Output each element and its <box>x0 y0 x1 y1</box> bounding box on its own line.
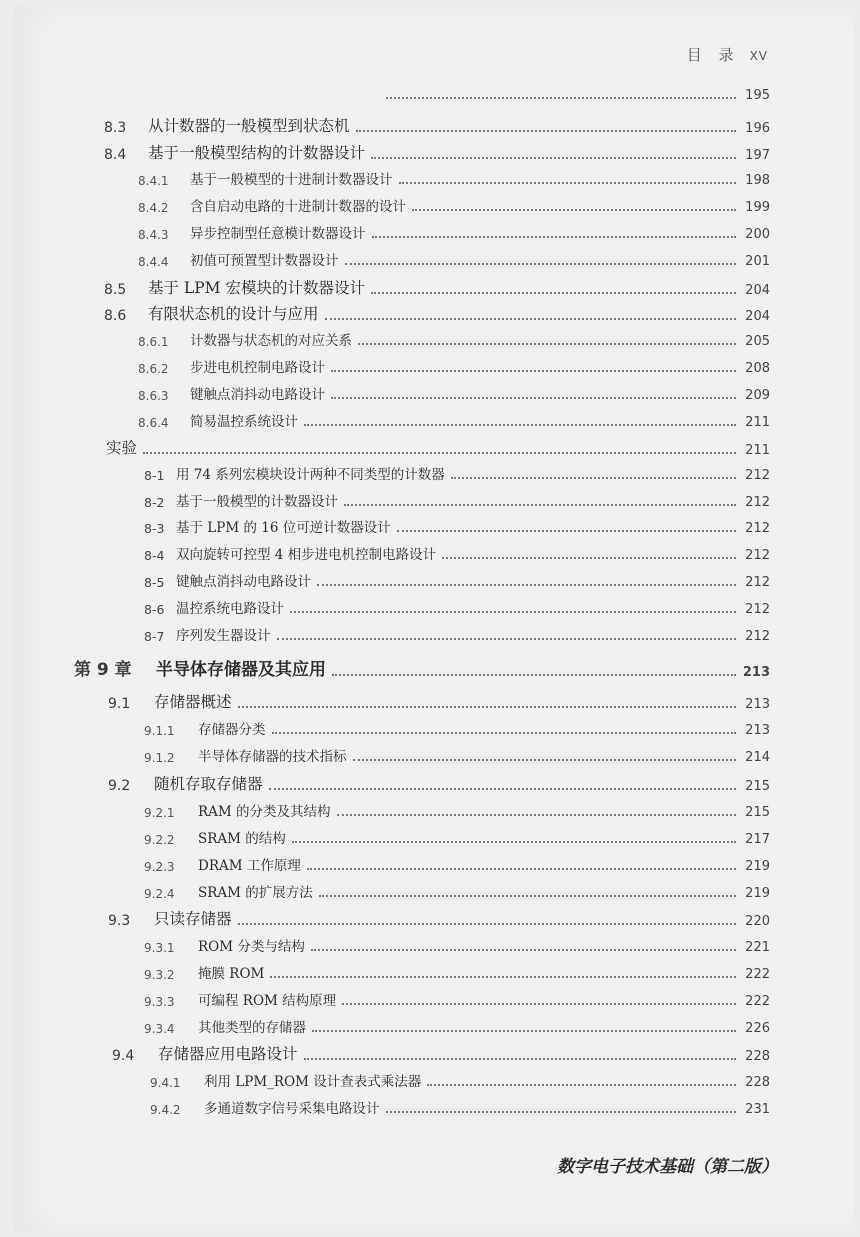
dot-leader <box>331 397 736 399</box>
dot-leader <box>269 788 736 790</box>
entry-title: 初值可预置型计数器设计 <box>190 253 339 269</box>
page-number: 200 <box>745 227 770 242</box>
toc-entry <box>108 690 770 712</box>
toc-entry <box>144 935 770 955</box>
dot-leader <box>399 182 737 184</box>
toc-entry <box>112 1042 770 1064</box>
entry-number: 8-1 <box>144 468 165 483</box>
toc-entry <box>138 222 770 242</box>
entry-number: 9.4 <box>112 1048 135 1064</box>
entry-title: 随机存取存储器 <box>154 775 263 793</box>
page-number: 205 <box>745 334 770 349</box>
entry-number: 9.1.1 <box>144 724 175 738</box>
chapter-title: 半导体存储器及其应用 <box>156 660 326 680</box>
entry-title: 含自启动电路的十进制计数器的设计 <box>190 199 406 215</box>
page-number: 208 <box>745 361 770 376</box>
entry-number: 8.4.1 <box>138 174 169 188</box>
toc-entry <box>104 302 770 324</box>
entry-title: 基于 LPM 宏模块的计数器设计 <box>148 279 365 297</box>
dot-leader <box>353 759 737 761</box>
toc-entry <box>138 356 770 376</box>
dot-leader <box>238 923 736 925</box>
entry-number: 8.4 <box>104 147 127 163</box>
entry-title: 存储器应用电路设计 <box>158 1045 298 1063</box>
page-number: 201 <box>745 254 770 269</box>
dot-leader <box>272 732 737 734</box>
entry-number: 9.3 <box>108 913 131 929</box>
page-number: 212 <box>745 548 770 563</box>
toc-entry <box>144 745 770 765</box>
page-number: 220 <box>745 914 770 929</box>
toc-entry <box>144 463 770 483</box>
entry-number: 9.2.1 <box>144 806 175 820</box>
dot-leader <box>372 236 737 238</box>
dot-leader <box>304 424 736 426</box>
entry-number: 8.6.1 <box>138 335 169 349</box>
dot-leader <box>143 452 736 454</box>
entry-number: 9.4.1 <box>150 1076 181 1090</box>
entry-number: 8.5 <box>104 282 127 298</box>
page-number: 211 <box>745 443 770 458</box>
toc-entry <box>108 772 770 794</box>
entry-number: 8.4.2 <box>138 201 169 215</box>
toc-entry <box>138 168 770 188</box>
entry-title: 简易温控系统设计 <box>190 414 298 430</box>
toc-entry <box>144 881 770 901</box>
entry-number: 9.3.4 <box>144 1022 175 1036</box>
entry-title: 基于一般模型结构的计数器设计 <box>148 144 366 162</box>
page-number: 212 <box>745 575 770 590</box>
page-number: 213 <box>745 723 770 738</box>
entry-title: 基于一般模型的计数器设计 <box>176 494 338 510</box>
dot-leader <box>386 1111 737 1113</box>
entry-title: 基于一般模型的十进制计数器设计 <box>190 172 393 188</box>
page-number: 221 <box>745 940 770 955</box>
dot-leader <box>397 530 736 532</box>
toc-entry <box>144 1016 770 1036</box>
dot-leader <box>304 1058 736 1060</box>
entry-number: 9.1 <box>108 696 131 712</box>
entry-title: ROM 分类与结构 <box>198 939 305 955</box>
toc-entry <box>144 962 770 982</box>
page-number: 212 <box>745 468 770 483</box>
entry-title: 掩膜 ROM <box>198 966 265 982</box>
chapter-number: 第 9 章 <box>74 660 132 680</box>
dot-leader <box>277 638 737 640</box>
dot-leader <box>356 130 736 132</box>
toc-entry <box>144 490 770 510</box>
header-section: 目 录 <box>686 46 740 64</box>
entry-title: 计数器与状态机的对应关系 <box>190 333 352 349</box>
page-number: 204 <box>745 283 770 298</box>
dot-leader <box>270 976 736 978</box>
toc-entry <box>144 989 770 1009</box>
page-number: 222 <box>745 994 770 1009</box>
entry-number: 9.3.1 <box>144 941 175 955</box>
entry-title: 存储器分类 <box>198 722 266 738</box>
page-number: 196 <box>745 121 770 136</box>
entry-number: 9.1.2 <box>144 751 175 765</box>
page-number: 195 <box>745 88 770 103</box>
chapter-entry <box>74 655 770 680</box>
entry-title: 存储器概述 <box>154 693 232 711</box>
entry-number: 8.6.4 <box>138 416 169 430</box>
entry-title: 双向旋转可控型 4 相步进电机控制电路设计 <box>176 547 437 563</box>
page-number: 212 <box>745 495 770 510</box>
entry-title: 只读存储器 <box>154 910 232 928</box>
toc-entry <box>104 141 770 163</box>
toc-entry <box>138 249 770 269</box>
dot-leader <box>371 292 736 294</box>
entry-title: 键触点消抖动电路设计 <box>176 574 311 590</box>
page-number: 204 <box>745 309 770 324</box>
toc-entry <box>150 1070 770 1090</box>
toc-entry <box>138 410 770 430</box>
entry-number: 9.3.3 <box>144 995 175 1009</box>
entry-number: 9.2.2 <box>144 833 175 847</box>
entry-number: 8-6 <box>144 602 165 617</box>
dot-leader <box>427 1084 736 1086</box>
dot-leader <box>337 814 736 816</box>
page-number: 209 <box>745 388 770 403</box>
entry-title: DRAM 工作原理 <box>198 858 301 874</box>
toc-entry <box>144 800 770 820</box>
page-number: 219 <box>745 859 770 874</box>
book-title-footer: 数字电子技术基础（第二版） <box>557 1157 778 1177</box>
toc-entry <box>144 827 770 847</box>
toc-entry <box>380 88 770 103</box>
toc-entry <box>138 195 770 215</box>
dot-leader <box>358 343 736 345</box>
dot-leader <box>342 1003 736 1005</box>
page-number: 197 <box>745 148 770 163</box>
page-number: 198 <box>745 173 770 188</box>
entry-number: 8.3 <box>104 120 127 136</box>
page-number: 212 <box>745 602 770 617</box>
toc-entry <box>138 329 770 349</box>
toc-entry <box>150 1097 770 1117</box>
page-number: 228 <box>745 1075 770 1090</box>
dot-leader <box>307 868 736 870</box>
dot-leader <box>312 1030 736 1032</box>
toc-entry <box>144 718 770 738</box>
entry-title: 从计数器的一般模型到状态机 <box>148 117 350 135</box>
entry-title: 半导体存储器的技术指标 <box>198 749 347 765</box>
page-number: 212 <box>745 521 770 536</box>
entry-number: 9.2 <box>108 778 131 794</box>
page-number: 219 <box>745 886 770 901</box>
toc-entry <box>144 597 770 617</box>
entry-number: 8.4.3 <box>138 228 169 242</box>
entry-number: 8-3 <box>144 521 165 536</box>
dot-leader <box>325 318 736 320</box>
entry-title: 用 74 系列宏模块设计两种不同类型的计数器 <box>176 467 445 483</box>
toc-entry <box>138 383 770 403</box>
page-number: 222 <box>745 967 770 982</box>
toc-entry <box>144 624 770 644</box>
dot-leader <box>344 504 736 506</box>
page-number: 215 <box>745 779 770 794</box>
page-number: 214 <box>745 750 770 765</box>
toc-entry <box>144 516 770 536</box>
entry-title: 有限状态机的设计与应用 <box>148 305 319 323</box>
entry-title: 异步控制型任意模计数器设计 <box>190 226 366 242</box>
header-page-number: XV <box>749 49 768 63</box>
toc-entry <box>144 854 770 874</box>
toc-entry <box>104 276 770 298</box>
entry-number: 8-2 <box>144 495 165 510</box>
dot-leader <box>317 584 736 586</box>
page-number: 217 <box>745 832 770 847</box>
dot-leader <box>412 209 736 211</box>
entry-title: 多通道数字信号采集电路设计 <box>204 1101 380 1117</box>
entry-title: 序列发生器设计 <box>176 628 271 644</box>
entry-title: 步进电机控制电路设计 <box>190 360 325 376</box>
entry-title: SRAM 的结构 <box>198 831 286 847</box>
dot-leader <box>319 895 736 897</box>
entry-title: 温控系统电路设计 <box>176 601 284 617</box>
page-number: 212 <box>745 629 770 644</box>
entry-number: 8-4 <box>144 548 165 563</box>
entry-title: SRAM 的扩展方法 <box>198 885 313 901</box>
entry-title: RAM 的分类及其结构 <box>198 804 331 820</box>
entry-number: 8-7 <box>144 629 165 644</box>
toc-entry <box>144 543 770 563</box>
entry-number: 8.4.4 <box>138 255 169 269</box>
toc-entry <box>106 436 770 458</box>
entry-title: 键触点消抖动电路设计 <box>190 387 325 403</box>
dot-leader <box>311 949 736 951</box>
entry-number: 9.4.2 <box>150 1103 181 1117</box>
page-number: 213 <box>742 665 770 680</box>
dot-leader <box>292 841 736 843</box>
entry-title: 实验 <box>106 439 138 457</box>
entry-title: 基于 LPM 的 16 位可逆计数器设计 <box>176 520 391 536</box>
dot-leader <box>332 674 736 676</box>
page-number: 211 <box>745 415 770 430</box>
entry-title: 利用 LPM_ROM 设计查表式乘法器 <box>204 1074 422 1090</box>
page-number: 231 <box>745 1102 770 1117</box>
page-number: 228 <box>745 1049 770 1064</box>
page-number: 215 <box>745 805 770 820</box>
entry-number: 8.6.3 <box>138 389 169 403</box>
dot-leader <box>371 157 736 159</box>
entry-number: 8.6 <box>104 308 127 324</box>
entry-title: 可编程 ROM 结构原理 <box>198 993 337 1009</box>
toc-entry <box>104 114 770 136</box>
dot-leader <box>345 263 737 265</box>
entry-number: 9.2.3 <box>144 860 175 874</box>
dot-leader <box>451 477 736 479</box>
entry-number: 9.3.2 <box>144 968 175 982</box>
dot-leader <box>386 97 736 99</box>
page-number: 199 <box>745 200 770 215</box>
toc-entry <box>108 907 770 929</box>
dot-leader <box>238 706 736 708</box>
toc-entry <box>144 570 770 590</box>
page-number: 226 <box>745 1021 770 1036</box>
entry-title: 其他类型的存储器 <box>198 1020 306 1036</box>
entry-number: 9.2.4 <box>144 887 175 901</box>
dot-leader <box>290 611 736 613</box>
page-number: 213 <box>745 697 770 712</box>
dot-leader <box>442 557 736 559</box>
entry-number: 8.6.2 <box>138 362 169 376</box>
dot-leader <box>331 370 736 372</box>
entry-number: 8-5 <box>144 575 165 590</box>
